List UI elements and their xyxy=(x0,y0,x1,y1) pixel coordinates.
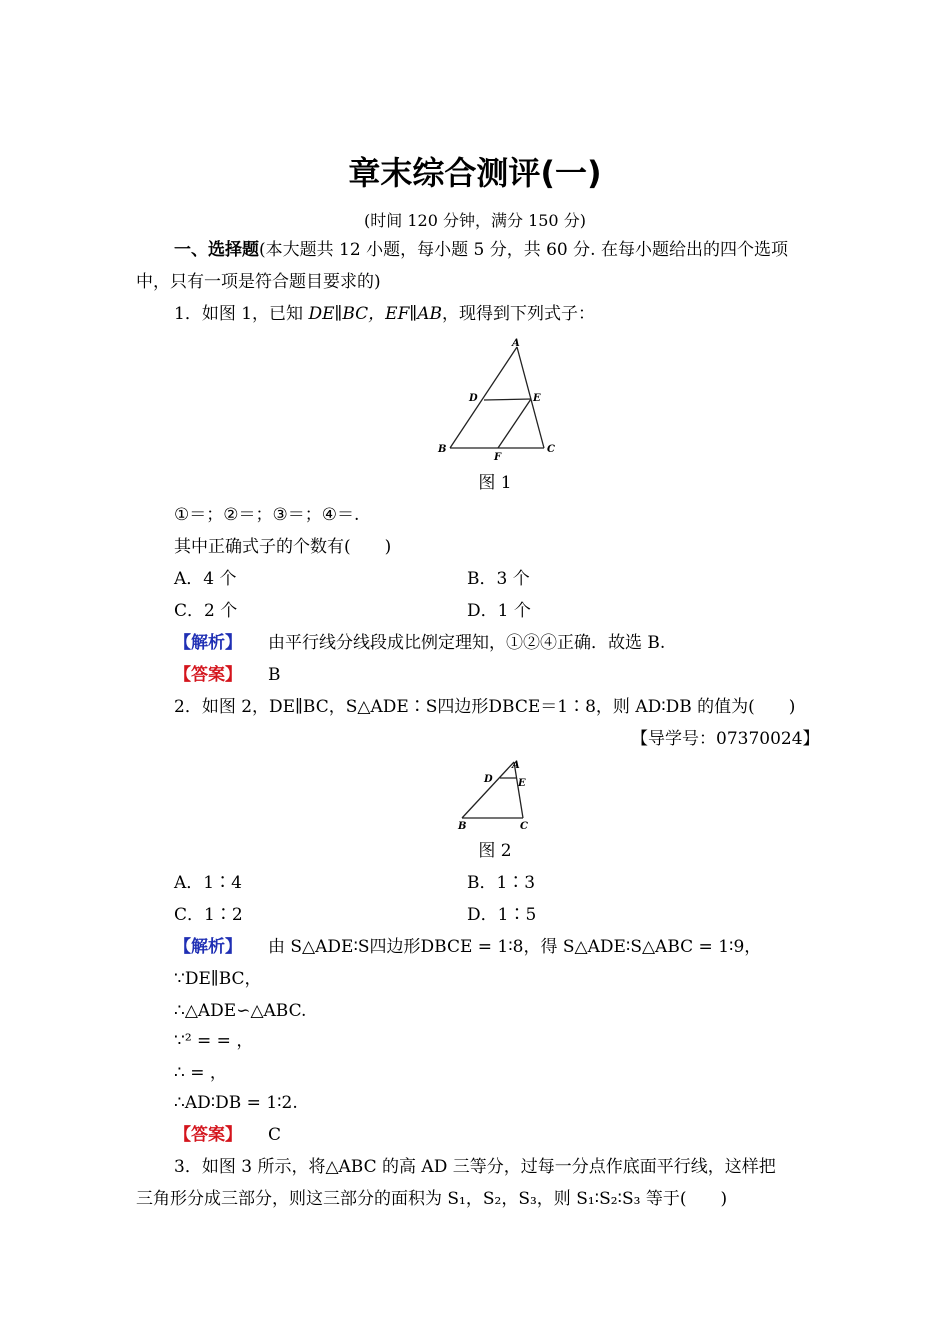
q1-analysis-tag: 【解析】 xyxy=(174,633,242,653)
q2-label-e: E xyxy=(518,778,526,789)
q2-analysis-text: 由 S△ADE∶S四边形DBCE = 1∶8，得 S△ADE∶S△ABC = 1∶9， xyxy=(268,937,762,957)
q3-line1: 3．如图 3 所示，将△ABC 的高 AD 三等分，过每一分点作底面平行线，这样把 xyxy=(174,1157,776,1177)
q3-line2: 三角形分成三部分，则这三部分的面积为 S₁，S₂，S₃，则 S₁∶S₂∶S₃ 等于( ) xyxy=(136,1189,728,1209)
q2-label-b: B xyxy=(458,821,467,832)
q1-answer xyxy=(174,665,281,685)
q2-label-c: C xyxy=(520,821,528,832)
q1-stem-tail: ，现得到下列式子： xyxy=(442,304,595,324)
q2-answer-tag: 【答案】 xyxy=(174,1125,242,1145)
q1-label-f: F xyxy=(494,452,502,463)
q2-answer-text: C xyxy=(268,1125,282,1145)
q1-label-c: C xyxy=(547,444,555,455)
q1-answer-tag: 【答案】 xyxy=(174,665,242,685)
q1-num: 1．如图 1，已知 xyxy=(174,304,309,324)
q1-figure xyxy=(430,335,570,465)
q1-items: ①＝；②＝；③＝；④＝. xyxy=(174,505,360,525)
q2-analysis-tag: 【解析】 xyxy=(174,937,242,957)
q2-step-2: ∴△ADE∽△ABC. xyxy=(174,1001,307,1021)
section-heading: 一、选择题 xyxy=(174,240,259,260)
q1-option-b: B．3 个 xyxy=(467,569,530,589)
q1-label-e: E xyxy=(533,393,541,404)
section-intro-text: (本大题共 12 小题，每小题 5 分，共 60 分. 在每小题给出的四个选项 xyxy=(259,240,788,260)
page-title: 章末综合测评(一) xyxy=(348,154,602,192)
q1-stem-math: DE∥BC，EF∥AB xyxy=(308,304,442,324)
q2-option-b: B．1∶3 xyxy=(467,873,536,893)
q1-question: 其中正确式子的个数有( ) xyxy=(174,537,392,557)
q2-stem: 2．如图 2，DE∥BC，S△ADE∶S四边形DBCE＝1∶8，则 AD∶DB 的值为( ) xyxy=(174,697,796,717)
q2-step-5: ∴AD∶DB = 1∶2. xyxy=(174,1093,298,1113)
section-intro-line2: 中，只有一项是符合题目要求的) xyxy=(136,272,381,292)
q1-answer-text: B xyxy=(268,665,281,685)
q1-label-b: B xyxy=(438,444,447,455)
q2-label-d: D xyxy=(484,774,493,785)
q1-figure-lines xyxy=(450,347,544,448)
q2-step-3: ∵² = = ， xyxy=(174,1031,254,1051)
q1-option-d: D．1 个 xyxy=(467,601,531,621)
q1-label-d: D xyxy=(469,393,478,404)
q2-answer xyxy=(174,1125,281,1145)
subtitle: (时间 120 分钟，满分 150 分) xyxy=(364,211,586,230)
q2-figure xyxy=(450,758,540,833)
q2-option-c: C．1∶2 xyxy=(174,905,243,925)
q1-figure-caption: 图 1 xyxy=(478,473,512,493)
q2-guide-number: 【导学号：07370024】 xyxy=(631,729,820,749)
q1-label-a: A xyxy=(512,338,520,349)
q1-option-a: A．4 个 xyxy=(174,569,237,589)
q1-stem xyxy=(174,304,595,324)
q2-option-a: A．1∶4 xyxy=(174,873,242,893)
q1-analysis xyxy=(174,633,665,653)
section-intro-line1 xyxy=(174,240,788,260)
q2-analysis xyxy=(174,937,761,957)
q1-option-c: C．2 个 xyxy=(174,601,238,621)
q2-figure-caption: 图 2 xyxy=(478,841,512,861)
q2-step-1: ∵DE∥BC， xyxy=(174,969,262,989)
q2-label-a: A xyxy=(512,760,520,771)
q2-option-d: D．1∶5 xyxy=(467,905,537,925)
q2-step-4: ∴ = ， xyxy=(174,1063,227,1083)
q1-analysis-text: 由平行线分线段成比例定理知，①②④正确．故选 B. xyxy=(268,633,666,653)
